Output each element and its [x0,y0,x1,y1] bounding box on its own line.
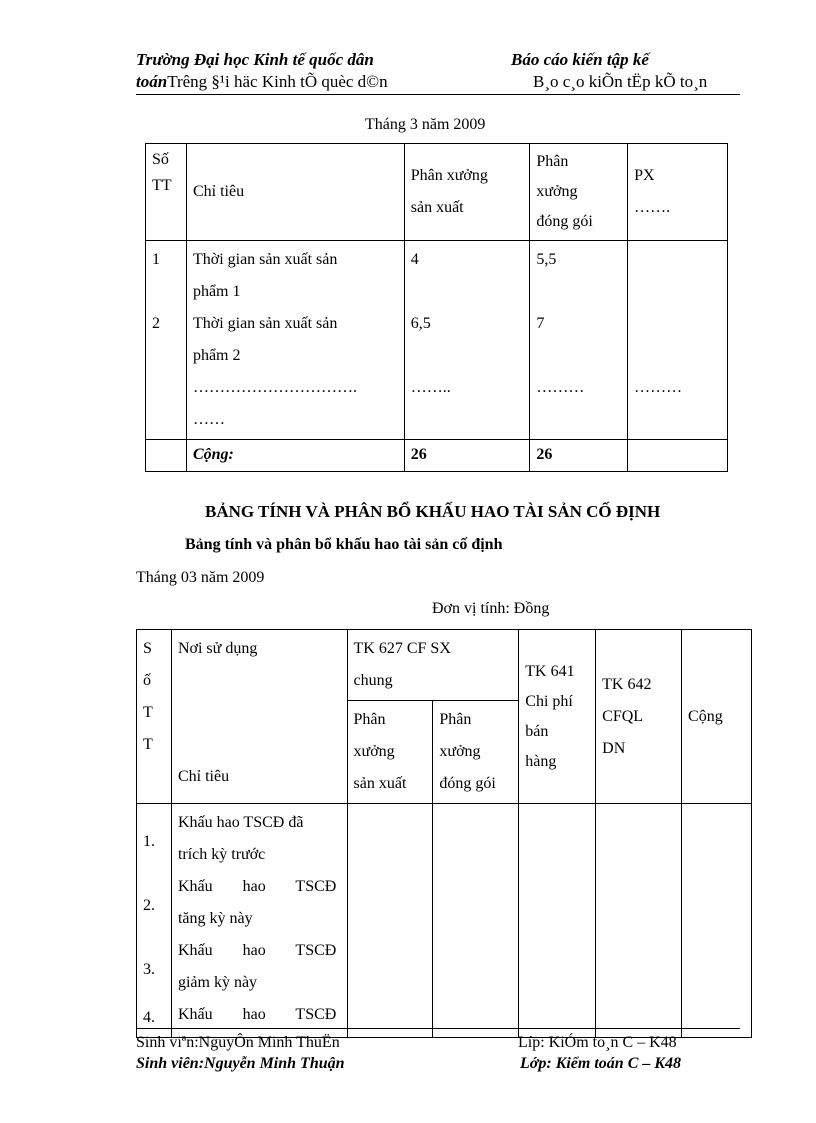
header-rule [136,94,740,95]
header-line2-garbled: Trêng §¹i häc Kinh tÕ quèc d©n [167,72,388,91]
table1-total-label: Cộng: [186,440,404,472]
table1-body-px: ……… [628,241,728,440]
unit-label: Đơn vị tính: Đồng [432,600,550,617]
table1-header-px-sx: Phân xưởng sản xuất [404,144,530,241]
table2-header-tk627: TK 627 CF SX chung [347,630,519,701]
table2-row3-name: Khấu hao TSCĐ [177,942,337,959]
header-report: Báo cáo kiến tập kế [511,50,649,69]
table1-body-chi-tieu: Thời gian sản xuất sản phẩm 1 Thời gian sản xuất sản phẩm 2 …………………………. …… [186,241,404,440]
table2-header-row1 [137,630,752,701]
footer-student-garbled: Sinh viªn:NguyÔn Minh ThuËn [136,1034,340,1051]
table1-body-stt: 1 2 [146,241,187,440]
table2-header-cong: Cộng [682,630,752,804]
section-month: Tháng 03 năm 2009 [136,569,265,586]
header-line2-left [136,72,388,92]
table2-header-noi-su-dung: Nơi sử dụng Chỉ tiêu [171,630,347,804]
table2-row2-name: Khấu hao TSCĐ [177,878,337,895]
footer-class-garbled: Líp: KiÓm to¸n C – K48 [518,1034,677,1051]
table2-row1-name: Khấu hao TSCĐ đã [177,814,304,831]
table1-total-dg: 26 [530,440,628,472]
table2-header-stt: S ố T T [137,630,172,804]
table1-row2-name: Thời gian sản xuất sản [192,315,338,332]
header-school: Trường Đại học Kinh tế quốc dân [136,50,374,69]
table1-row1-name: Thời gian sản xuất sản [192,251,338,268]
footer-class: Lớp: Kiểm toán C – K48 [520,1055,682,1072]
section-title: Bảng tính và phân bổ khấu hao tài sản cố định [185,536,503,553]
table2-header-tk642: TK 642 CFQL DN [596,630,682,804]
table2-header-px-sx: Phân xưởng sản xuất [347,701,433,804]
table1-total-row [146,440,728,472]
table2-row4-name: Khấu hao TSCĐ [177,1006,337,1023]
table2-header-px-dg: Phân xưởng đóng gói [433,701,519,804]
depreciation-table [136,629,752,1038]
table1-body-px-sx: 4 6,5 …….. [404,241,530,440]
table1-total-sx: 26 [404,440,530,472]
footer-student: Sinh viên:Nguyễn Minh Thuận [136,1055,345,1072]
table1-caption: Tháng 3 năm 2009 [365,116,486,133]
table2-header-tk641: TK 641 Chi phí bán hàng [519,630,596,804]
table2-body-names: Khấu hao TSCĐ đã trích kỳ trước Khấu hao TSCĐ tăng kỳ này Khấu hao TSCĐ giảm kỳ này Khấu hao TSCĐ [171,804,347,1038]
section-title-upper: BẢNG TÍNH VÀ PHÂN BỔ KHẤU HAO TÀI SẢN CỐ ĐỊNH [205,502,661,521]
table1-header-chi-tieu: Chỉ tiêu [186,144,404,241]
table1-body [146,241,728,440]
table1-body-px-dg: 5,5 7 ……… [530,241,628,440]
header-line2-right: B¸o c¸o kiÕn tËp kÕ to¸n [533,72,708,91]
table1-header-px-dg: Phân xưởng đóng gói [530,144,628,241]
table2-body-stt: 1. 2. 3. 4. [137,804,172,1038]
production-time-table [145,143,728,472]
table1-header-row [146,144,728,241]
table2-body [137,804,752,1038]
footer-rule [136,1028,740,1029]
header-line2-bold: toán [136,72,168,91]
table1-header-stt: Số TT [146,144,187,241]
table1-header-px: PX ……. [628,144,728,241]
table2-header-chi-tieu: Chỉ tiêu [177,768,230,785]
